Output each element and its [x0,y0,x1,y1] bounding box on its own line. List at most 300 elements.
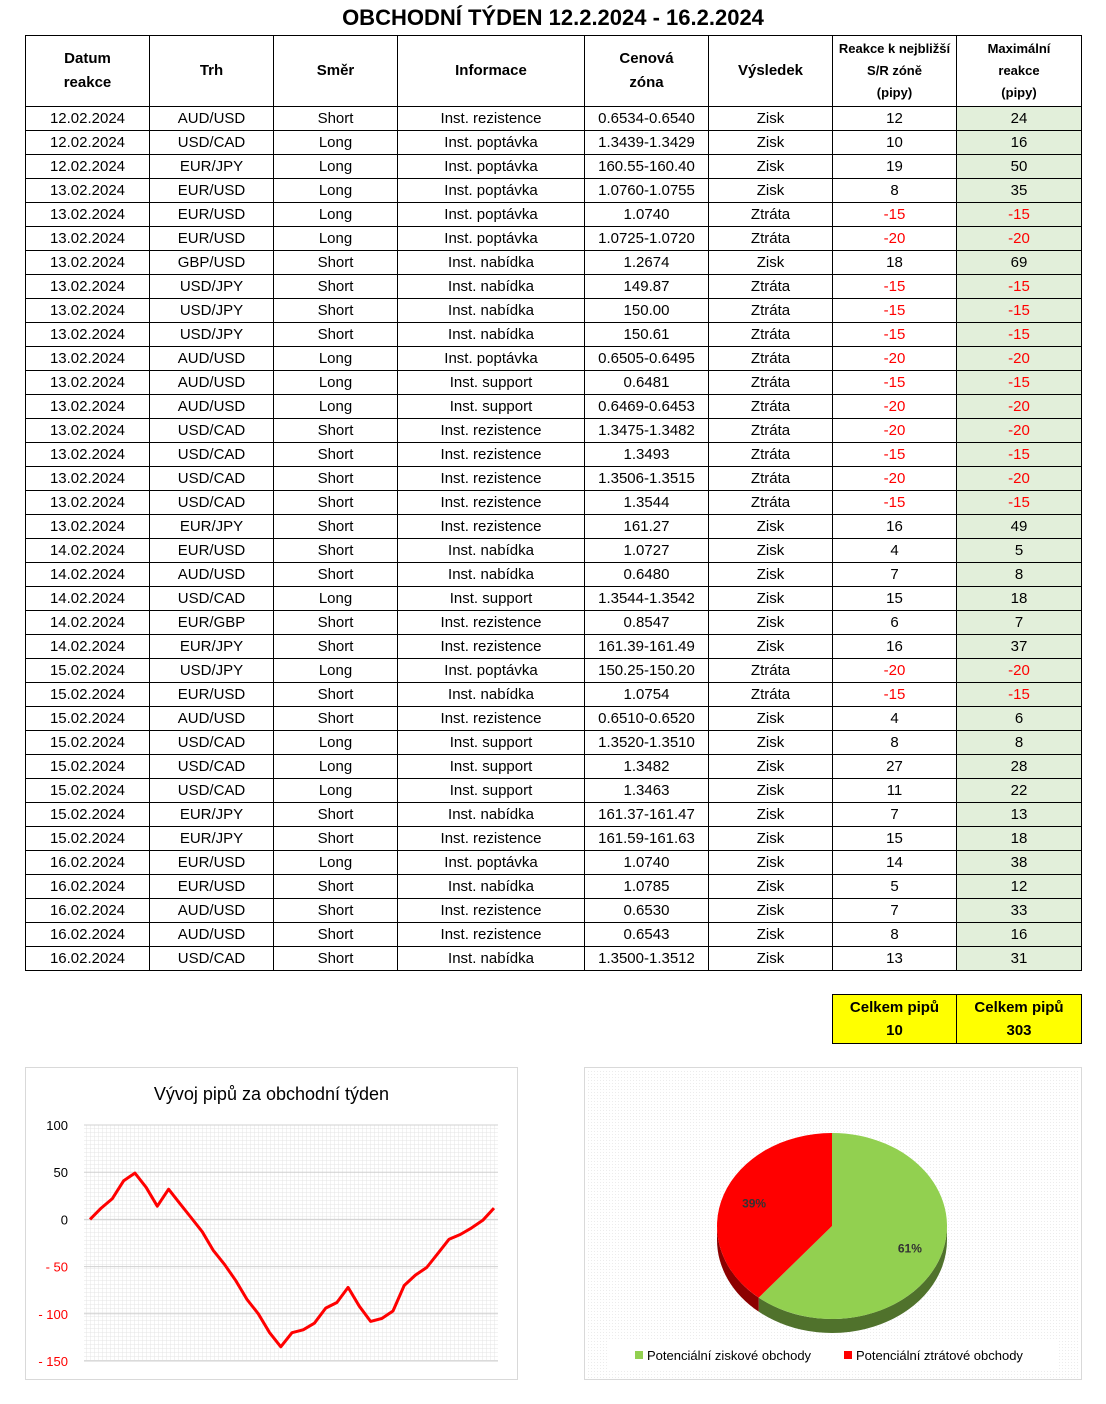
cell-reaction: 10 [833,131,957,155]
cell-max-reaction: -15 [957,203,1082,227]
cell-reaction: -15 [833,683,957,707]
cell-direction: Short [274,923,398,947]
cell-zone: 1.3493 [585,443,709,467]
cell-reaction: -15 [833,299,957,323]
cell-info: Inst. nabídka [398,299,585,323]
cell-direction: Short [274,299,398,323]
cell-zone: 161.59-161.63 [585,827,709,851]
cell-result: Zisk [709,563,833,587]
cell-info: Inst. rezistence [398,443,585,467]
cell-direction: Short [274,491,398,515]
cell-date: 16.02.2024 [26,899,150,923]
total-reaction-cell: Celkem pipů 10 [833,995,957,1044]
table-row [26,251,1082,275]
cell-market: USD/CAD [150,131,274,155]
cell-info: Inst. rezistence [398,707,585,731]
cell-direction: Short [274,515,398,539]
table-row [26,611,1082,635]
cell-info: Inst. nabídka [398,947,585,971]
pie-data-label: 61% [897,1241,922,1256]
cell-result: Zisk [709,875,833,899]
header-market: Trh [150,36,274,107]
cell-date: 14.02.2024 [26,539,150,563]
cell-market: EUR/JPY [150,515,274,539]
cell-info: Inst. support [398,731,585,755]
cell-zone: 1.0760-1.0755 [585,179,709,203]
table-row [26,275,1082,299]
cell-direction: Long [274,371,398,395]
cell-reaction: 7 [833,803,957,827]
cell-zone: 0.6510-0.6520 [585,707,709,731]
cell-direction: Short [274,443,398,467]
cell-market: EUR/USD [150,851,274,875]
cell-reaction: 16 [833,515,957,539]
cell-zone: 1.0754 [585,683,709,707]
cell-zone: 0.6530 [585,899,709,923]
cell-result: Ztráta [709,323,833,347]
y-tick-label: 50 [53,1165,68,1181]
cell-reaction: 15 [833,827,957,851]
cell-zone: 0.6481 [585,371,709,395]
cell-max-reaction: 16 [957,923,1082,947]
cell-info: Inst. poptávka [398,179,585,203]
cell-reaction: 7 [833,899,957,923]
cell-market: EUR/JPY [150,827,274,851]
cell-market: EUR/USD [150,179,274,203]
cell-max-reaction: -20 [957,659,1082,683]
y-tick-label: - 100 [38,1306,68,1322]
cell-result: Zisk [709,755,833,779]
cell-reaction: 5 [833,875,957,899]
cell-market: USD/CAD [150,467,274,491]
cell-max-reaction: -20 [957,467,1082,491]
cell-direction: Short [274,539,398,563]
cell-max-reaction: -15 [957,443,1082,467]
cell-date: 14.02.2024 [26,635,150,659]
cell-info: Inst. nabídka [398,563,585,587]
cell-date: 14.02.2024 [26,563,150,587]
legend-label: Potenciální ztrátové obchody [856,1348,1023,1363]
cell-info: Inst. poptávka [398,227,585,251]
cell-direction: Long [274,731,398,755]
cell-market: USD/CAD [150,947,274,971]
cell-info: Inst. nabídka [398,539,585,563]
cell-max-reaction: -20 [957,227,1082,251]
cell-result: Ztráta [709,203,833,227]
cell-market: USD/CAD [150,731,274,755]
cell-info: Inst. poptávka [398,131,585,155]
cell-max-reaction: -15 [957,371,1082,395]
table-row [26,539,1082,563]
line-chart-title: Vývoj pipů za obchodní týden [153,1084,390,1104]
cell-date: 12.02.2024 [26,155,150,179]
table-row [26,875,1082,899]
cell-reaction: -15 [833,371,957,395]
cell-zone: 149.87 [585,275,709,299]
cell-result: Zisk [709,779,833,803]
cell-market: EUR/USD [150,539,274,563]
table-row [26,923,1082,947]
cell-max-reaction: 69 [957,251,1082,275]
cell-market: USD/JPY [150,323,274,347]
cell-max-reaction: -15 [957,491,1082,515]
cell-max-reaction: 50 [957,155,1082,179]
cell-reaction: 27 [833,755,957,779]
cell-max-reaction: 33 [957,899,1082,923]
cell-market: EUR/USD [150,875,274,899]
table-row [26,491,1082,515]
cell-direction: Short [274,635,398,659]
cell-reaction: 15 [833,587,957,611]
cell-result: Ztráta [709,371,833,395]
cell-max-reaction: -15 [957,683,1082,707]
cell-result: Zisk [709,587,833,611]
cell-date: 13.02.2024 [26,323,150,347]
cell-zone: 1.3544 [585,491,709,515]
cell-max-reaction: 18 [957,827,1082,851]
cell-info: Inst. support [398,395,585,419]
cell-direction: Short [274,275,398,299]
cell-result: Zisk [709,107,833,131]
cell-info: Inst. poptávka [398,203,585,227]
cell-info: Inst. nabídka [398,875,585,899]
totals-table [832,994,1082,1044]
pie-chart [585,1068,1081,1379]
cell-reaction: 4 [833,539,957,563]
cell-date: 15.02.2024 [26,683,150,707]
cell-info: Inst. nabídka [398,275,585,299]
line-chart [26,1068,517,1379]
cell-market: AUD/USD [150,707,274,731]
cell-market: AUD/USD [150,923,274,947]
cell-result: Zisk [709,539,833,563]
cell-info: Inst. rezistence [398,491,585,515]
cell-max-reaction: 49 [957,515,1082,539]
cell-market: USD/CAD [150,779,274,803]
trades-table [25,35,1082,971]
pie-data-label: 39% [742,1196,767,1211]
cell-direction: Short [274,827,398,851]
cell-market: USD/JPY [150,299,274,323]
cell-result: Ztráta [709,659,833,683]
cell-direction: Long [274,755,398,779]
cell-result: Zisk [709,851,833,875]
cell-zone: 1.3482 [585,755,709,779]
cell-market: USD/CAD [150,491,274,515]
cell-market: USD/CAD [150,443,274,467]
cell-max-reaction: 24 [957,107,1082,131]
cell-max-reaction: -20 [957,395,1082,419]
cell-info: Inst. support [398,779,585,803]
cell-direction: Long [274,395,398,419]
table-row [26,731,1082,755]
cell-direction: Short [274,107,398,131]
cell-result: Ztráta [709,467,833,491]
table-row [26,659,1082,683]
table-row [26,827,1082,851]
cell-result: Zisk [709,923,833,947]
cell-reaction: 12 [833,107,957,131]
cell-date: 13.02.2024 [26,203,150,227]
cell-market: USD/CAD [150,755,274,779]
cell-zone: 1.3439-1.3429 [585,131,709,155]
cell-date: 13.02.2024 [26,491,150,515]
cell-direction: Short [274,707,398,731]
cell-reaction: -20 [833,467,957,491]
legend-swatch [635,1351,643,1359]
cell-result: Zisk [709,899,833,923]
cell-info: Inst. rezistence [398,107,585,131]
cell-market: EUR/GBP [150,611,274,635]
cell-zone: 1.3544-1.3542 [585,587,709,611]
table-row [26,683,1082,707]
cell-max-reaction: 37 [957,635,1082,659]
cell-market: AUD/USD [150,395,274,419]
table-row [26,323,1082,347]
cell-max-reaction: 18 [957,587,1082,611]
cell-market: EUR/JPY [150,635,274,659]
cell-result: Zisk [709,707,833,731]
cell-direction: Long [274,203,398,227]
cell-reaction: 7 [833,563,957,587]
cell-zone: 150.25-150.20 [585,659,709,683]
cell-zone: 160.55-160.40 [585,155,709,179]
cell-reaction: -20 [833,419,957,443]
cell-market: USD/JPY [150,275,274,299]
cell-date: 13.02.2024 [26,395,150,419]
cell-zone: 1.0740 [585,851,709,875]
cell-date: 13.02.2024 [26,371,150,395]
cell-info: Inst. poptávka [398,659,585,683]
table-row [26,947,1082,971]
cell-result: Ztráta [709,683,833,707]
cell-zone: 1.3475-1.3482 [585,419,709,443]
cell-date: 15.02.2024 [26,779,150,803]
cell-reaction: -15 [833,491,957,515]
cell-result: Zisk [709,635,833,659]
table-row [26,203,1082,227]
cell-info: Inst. rezistence [398,827,585,851]
cell-direction: Short [274,947,398,971]
cell-info: Inst. rezistence [398,611,585,635]
cell-date: 15.02.2024 [26,827,150,851]
cell-date: 12.02.2024 [26,131,150,155]
cell-date: 13.02.2024 [26,419,150,443]
cell-result: Zisk [709,131,833,155]
cell-result: Zisk [709,731,833,755]
y-tick-label: 0 [60,1212,68,1228]
y-tick-label: 100 [46,1118,68,1133]
cell-info: Inst. poptávka [398,851,585,875]
cell-direction: Short [274,467,398,491]
cell-max-reaction: -15 [957,275,1082,299]
cell-result: Zisk [709,251,833,275]
cell-date: 16.02.2024 [26,923,150,947]
cell-date: 16.02.2024 [26,947,150,971]
table-row [26,755,1082,779]
cell-result: Zisk [709,179,833,203]
table-row [26,347,1082,371]
cell-zone: 0.6469-0.6453 [585,395,709,419]
table-row [26,419,1082,443]
cell-reaction: -15 [833,443,957,467]
cell-info: Inst. nabídka [398,683,585,707]
table-row [26,779,1082,803]
cell-reaction: -20 [833,659,957,683]
plot-area [84,1125,498,1361]
cell-zone: 1.2674 [585,251,709,275]
cell-market: GBP/USD [150,251,274,275]
cell-info: Inst. support [398,587,585,611]
cell-max-reaction: -15 [957,299,1082,323]
cell-zone: 0.6543 [585,923,709,947]
cell-reaction: 16 [833,635,957,659]
cell-direction: Short [274,875,398,899]
cell-max-reaction: 8 [957,563,1082,587]
cell-market: EUR/USD [150,227,274,251]
header-max-reaction: Maximální reakce (pipy) [957,36,1082,107]
table-row [26,443,1082,467]
cell-market: AUD/USD [150,371,274,395]
cell-date: 13.02.2024 [26,251,150,275]
cell-zone: 1.3500-1.3512 [585,947,709,971]
cell-result: Ztráta [709,347,833,371]
cell-reaction: 11 [833,779,957,803]
cell-date: 14.02.2024 [26,611,150,635]
cell-direction: Short [274,683,398,707]
cell-reaction: 14 [833,851,957,875]
header-direction: Směr [274,36,398,107]
table-row [26,563,1082,587]
cell-result: Zisk [709,611,833,635]
cell-max-reaction: 12 [957,875,1082,899]
cell-direction: Long [274,227,398,251]
table-row [26,635,1082,659]
table-row [26,899,1082,923]
cell-result: Zisk [709,155,833,179]
cell-direction: Long [274,179,398,203]
table-row [26,395,1082,419]
table-row [26,803,1082,827]
cell-date: 13.02.2024 [26,179,150,203]
cell-date: 16.02.2024 [26,875,150,899]
header-info: Informace [398,36,585,107]
cell-zone: 161.37-161.47 [585,803,709,827]
cell-date: 13.02.2024 [26,299,150,323]
cell-info: Inst. rezistence [398,899,585,923]
table-header-row [26,36,1082,107]
cell-reaction: -15 [833,275,957,299]
cell-date: 15.02.2024 [26,755,150,779]
cell-market: AUD/USD [150,347,274,371]
cell-direction: Long [274,851,398,875]
cell-max-reaction: 31 [957,947,1082,971]
cell-market: USD/JPY [150,659,274,683]
cell-max-reaction: 13 [957,803,1082,827]
cell-info: Inst. nabídka [398,323,585,347]
cell-info: Inst. nabídka [398,251,585,275]
cell-result: Zisk [709,947,833,971]
cell-max-reaction: 7 [957,611,1082,635]
cell-direction: Short [274,899,398,923]
page-title: OBCHODNÍ TÝDEN 12.2.2024 - 16.2.2024 [342,5,764,30]
cell-info: Inst. rezistence [398,635,585,659]
cell-info: Inst. nabídka [398,803,585,827]
y-tick-label: - 150 [38,1354,68,1369]
cell-info: Inst. poptávka [398,347,585,371]
cell-date: 15.02.2024 [26,803,150,827]
table-row [26,587,1082,611]
cell-date: 12.02.2024 [26,107,150,131]
cell-reaction: -20 [833,227,957,251]
cell-reaction: -15 [833,203,957,227]
cell-reaction: 13 [833,947,957,971]
table-row [26,851,1082,875]
cell-date: 14.02.2024 [26,587,150,611]
header-date: Datum reakce [26,36,150,107]
cell-reaction: 6 [833,611,957,635]
cell-zone: 161.39-161.49 [585,635,709,659]
cell-market: AUD/USD [150,107,274,131]
cell-result: Zisk [709,515,833,539]
cell-direction: Long [274,155,398,179]
cell-result: Ztráta [709,395,833,419]
table-row [26,131,1082,155]
cell-info: Inst. rezistence [398,467,585,491]
cell-market: USD/CAD [150,419,274,443]
cell-result: Ztráta [709,299,833,323]
cell-date: 16.02.2024 [26,851,150,875]
cell-result: Ztráta [709,275,833,299]
cell-zone: 1.0727 [585,539,709,563]
cell-direction: Short [274,323,398,347]
cell-market: EUR/USD [150,203,274,227]
table-row [26,371,1082,395]
cell-result: Ztráta [709,443,833,467]
table-row [26,515,1082,539]
cell-zone: 0.8547 [585,611,709,635]
cell-zone: 1.3520-1.3510 [585,731,709,755]
cell-info: Inst. rezistence [398,419,585,443]
cell-reaction: 8 [833,179,957,203]
cell-reaction: 18 [833,251,957,275]
cell-zone: 1.0785 [585,875,709,899]
cell-direction: Long [274,347,398,371]
cell-direction: Short [274,251,398,275]
cell-date: 15.02.2024 [26,707,150,731]
cell-reaction: 4 [833,707,957,731]
cell-date: 13.02.2024 [26,275,150,299]
cell-reaction: -20 [833,395,957,419]
cell-info: Inst. support [398,755,585,779]
cell-result: Zisk [709,827,833,851]
cell-direction: Long [274,779,398,803]
cell-date: 13.02.2024 [26,515,150,539]
cell-market: EUR/USD [150,683,274,707]
cell-zone: 0.6534-0.6540 [585,107,709,131]
cell-date: 13.02.2024 [26,347,150,371]
table-row [26,467,1082,491]
cell-info: Inst. poptávka [398,155,585,179]
pie-chart-panel [584,1067,1082,1380]
cell-zone: 161.27 [585,515,709,539]
cell-max-reaction: 28 [957,755,1082,779]
cell-date: 15.02.2024 [26,731,150,755]
header-reaction: Reakce k nejbližší S/R zóně (pipy) [833,36,957,107]
cell-max-reaction: 5 [957,539,1082,563]
cell-result: Zisk [709,803,833,827]
table-row [26,155,1082,179]
